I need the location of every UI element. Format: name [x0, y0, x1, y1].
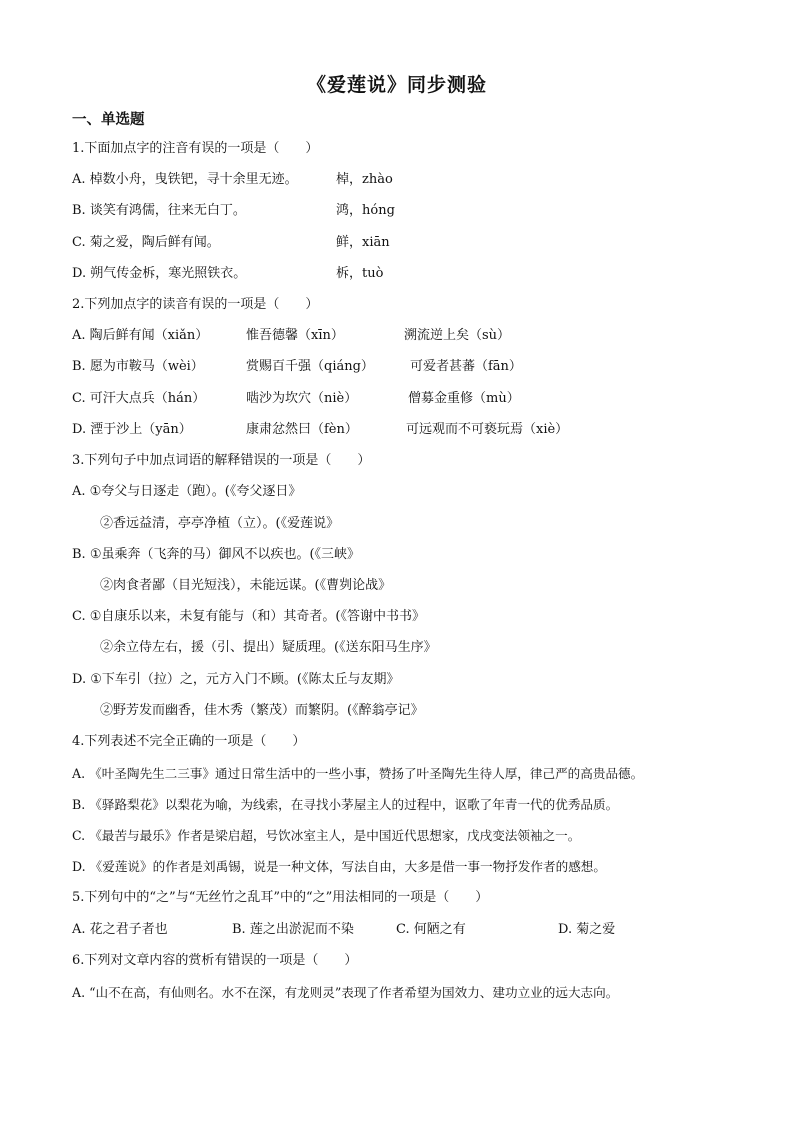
question-3-option-b-2: ②肉食者鄙（目光短浅），未能远谋。(《曹刿论战》: [100, 578, 392, 593]
option-d: D. 菊之爱: [558, 922, 616, 937]
section-heading: 一、单选题: [72, 112, 145, 128]
option-text: D. 朔气传金柝，寒光照铁衣。: [72, 266, 247, 281]
option-part: 赏赐百千强（qiáng）: [246, 359, 374, 374]
option-part: 可远观而不可亵玩焉（xiè）: [406, 422, 569, 437]
option-a: A. 花之君子者也: [72, 922, 168, 937]
question-3-option-c-2: ②余立侍左右，援（引、提出）疑质理。(《送东阳马生序》: [100, 640, 437, 655]
option-text: C. 菊之爱，陶后鲜有闻。: [72, 235, 220, 250]
option-part: 啮沙为坎穴（niè）: [246, 391, 358, 406]
option-text: A. 棹数小舟，曳铁钯，寻十余里无迹。: [72, 172, 298, 187]
question-3-option-c-1: C. ①自康乐以来，未复有能与（和）其奇者。(《答谢中书书》: [72, 609, 425, 624]
question-4-option-b: B. 《驿路梨花》以梨花为喻，为线索，在寻找小茅屋主人的过程中，讴歌了年青一代的优秀品质。: [72, 797, 619, 812]
question-3-stem: 3.下列句子中加点词语的解释错误的一项是（ ）: [72, 453, 371, 468]
question-4-option-a: A. 《叶圣陶先生二三事》通过日常生活中的一些小事，赞扬了叶圣陶先生待人厚，律己严的高贵品德。: [72, 766, 644, 781]
option-part: B. 愿为市鞍马（wèi）: [72, 359, 204, 374]
question-1-stem: 1.下面加点字的注音有误的一项是（ ）: [72, 141, 319, 156]
option-part: 惟吾德馨（xīn）: [246, 328, 344, 343]
option-part: C. 可汗大点兵（hán）: [72, 391, 206, 406]
question-6-stem: 6.下列对文章内容的赏析有错误的一项是（ ）: [72, 953, 358, 968]
option-part: A. 陶后鲜有闻（xiǎn）: [72, 328, 209, 343]
question-4-option-c: C. 《最苦与最乐》作者是梁启超，号饮冰室主人，是中国近代思想家，戊戌变法领袖之一。: [72, 828, 581, 843]
option-part: 僧募金重修（mù）: [408, 391, 520, 406]
option-b: B. 莲之出淤泥而不染: [232, 922, 354, 937]
question-3-option-b-1: B. ①虽乘奔（飞奔的马）御风不以疾也。(《三峡》: [72, 547, 361, 562]
option-pinyin-note: 鲜，xiān: [336, 235, 390, 250]
question-4-option-d: D. 《爱莲说》的作者是刘禹锡，说是一种文体，写法自由，大多是借一事一物抒发作者的感想。: [72, 859, 606, 874]
question-3-option-a-2: ②香远益清，亭亭净植（立）。(《爱莲说》: [100, 516, 340, 531]
question-3-option-d-1: D. ①下车引（拉）之，元方入门不顾。(《陈太丘与友期》: [72, 672, 400, 687]
question-4-stem: 4.下列表述不完全正确的一项是（ ）: [72, 734, 306, 749]
option-pinyin-note: 鸿，hóng: [336, 203, 395, 218]
option-text: B. 谈笑有鸿儒，往来无白丁。: [72, 203, 246, 218]
question-6-option-a: A. “山不在高，有仙则名。水不在深，有龙则灵”表现了作者希望为国效力、建功立业的远大志向。: [72, 985, 619, 1000]
question-3-option-a-1: A. ①夸父与日逐走（跑）。(《夸父逐日》: [72, 484, 302, 499]
option-pinyin-note: 柝，tuò: [336, 266, 384, 281]
option-part: D. 湮于沙上（yān）: [72, 422, 192, 437]
page-title: 《爱莲说》同步测验: [306, 74, 487, 96]
option-part: 溯流逆上矣（sù）: [404, 328, 511, 343]
question-5-stem: 5.下列句中的“之”与“无丝竹之乱耳”中的“之”用法相同的一项是（ ）: [72, 890, 489, 905]
option-part: 康肃忿然曰（fèn）: [246, 422, 358, 437]
question-2-stem: 2.下列加点字的读音有误的一项是（ ）: [72, 297, 319, 312]
option-c: C. 何陋之有: [396, 922, 466, 937]
option-part: 可爱者甚蕃（fān）: [410, 359, 522, 374]
question-3-option-d-2: ②野芳发而幽香，佳木秀（繁茂）而繁阴。(《醉翁亭记》: [100, 703, 424, 718]
option-pinyin-note: 棹，zhào: [336, 172, 393, 187]
